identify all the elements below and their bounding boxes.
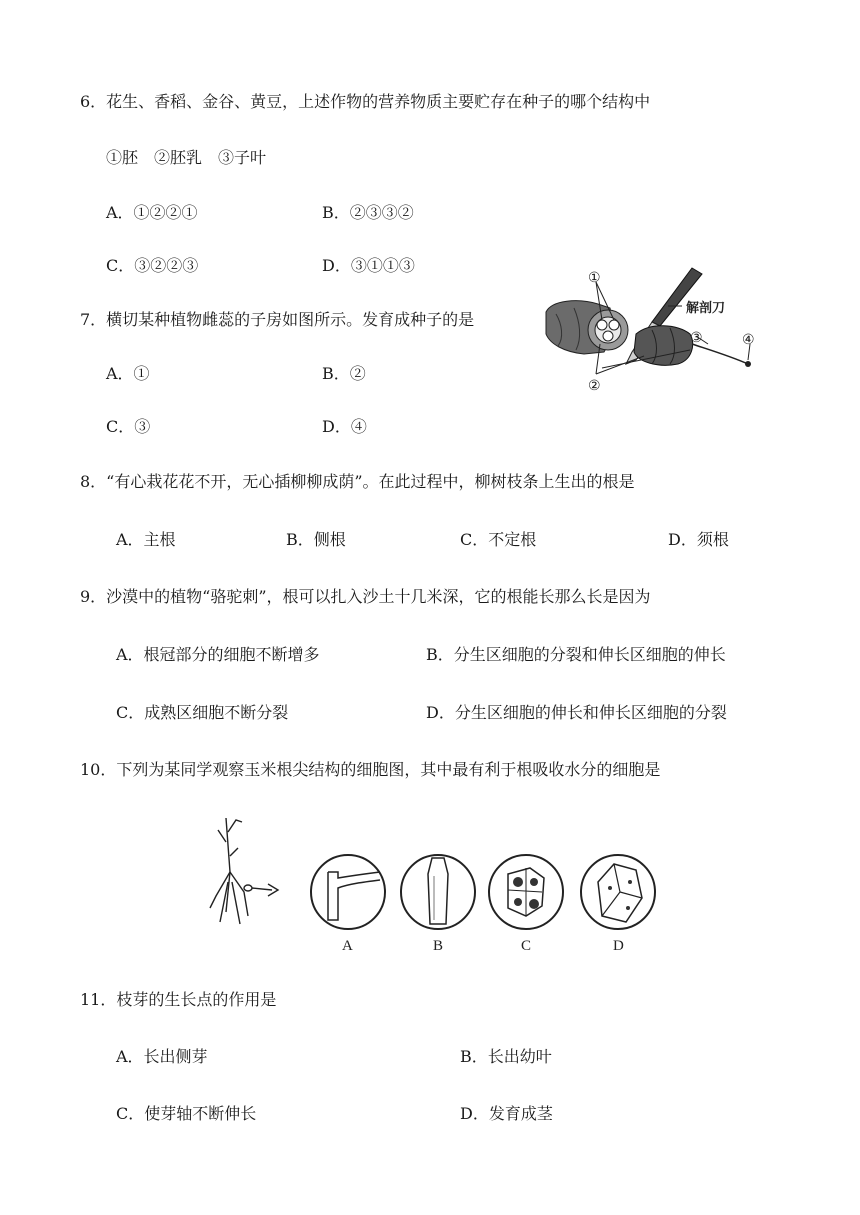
question-7-option-d[interactable]: D．④: [322, 417, 367, 436]
question-8-option-a[interactable]: A．主根: [116, 530, 176, 549]
figure-label-2: ②: [588, 379, 601, 394]
question-8-option-d[interactable]: D．须根: [668, 530, 729, 549]
question-11-stem: 11．枝芽的生长点的作用是: [80, 990, 277, 1009]
question-8-option-c[interactable]: C．不定根: [460, 530, 537, 549]
question-10-stem: 10．下列为某同学观察玉米根尖结构的细胞图，其中最有利于根吸收水分的细胞是: [80, 760, 661, 779]
cell-label-c: C: [521, 938, 532, 954]
question-9-option-d[interactable]: D．分生区细胞的伸长和伸长区细胞的分裂: [426, 703, 727, 722]
cell-label-a: A: [342, 938, 353, 954]
question-6-stem: 6．花生、香稻、金谷、黄豆，上述作物的营养物质主要贮存在种子的哪个结构中: [80, 92, 651, 111]
question-9-option-c[interactable]: C．成熟区细胞不断分裂: [116, 703, 289, 722]
cell-d-icon: [581, 855, 655, 929]
question-6-option-d[interactable]: D．③①①③: [322, 256, 415, 275]
question-11-option-c[interactable]: C．使芽轴不断伸长: [116, 1104, 257, 1123]
question-8-option-b[interactable]: B．侧根: [286, 530, 346, 549]
question-9-option-b[interactable]: B．分生区细胞的分裂和伸长区细胞的伸长: [426, 645, 726, 664]
ovary-left-icon: [546, 301, 628, 354]
corn-root-icon: [210, 818, 278, 924]
question-11-option-d[interactable]: D．发育成茎: [460, 1104, 553, 1123]
question-9-option-a[interactable]: A．根冠部分的细胞不断增多: [116, 645, 320, 664]
cell-a-icon: [311, 855, 385, 929]
question-7-option-c[interactable]: C．③: [106, 417, 151, 436]
cell-label-b: B: [433, 938, 444, 954]
question-6-option-a[interactable]: A．①②②①: [106, 203, 198, 222]
question-11-option-b[interactable]: B．长出幼叶: [460, 1047, 552, 1066]
question-7-option-a[interactable]: A．①: [106, 364, 150, 383]
question-9-stem: 9．沙漠中的植物“骆驼刺”，根可以扎入沙土十几米深，它的根能长那么长是因为: [80, 587, 651, 606]
question-6-option-c[interactable]: C．③②②③: [106, 256, 199, 275]
cell-c-icon: [489, 855, 563, 929]
figure-label-1: ①: [588, 271, 601, 286]
ovary-cross-section-figure: [540, 264, 770, 394]
figure-label-3: ③: [690, 331, 703, 346]
question-7-option-b[interactable]: B．②: [322, 364, 366, 383]
question-11-option-a[interactable]: A．长出侧芽: [116, 1047, 208, 1066]
cell-b-icon: [401, 855, 475, 929]
question-6-note: ①胚 ②胚乳 ③子叶: [106, 148, 267, 167]
question-8-stem: 8．“有心栽花花不开，无心插柳柳成荫”。在此过程中，柳树枝条上生出的根是: [80, 472, 635, 491]
root-tip-cells-figure: [196, 812, 666, 962]
cell-label-d: D: [613, 938, 624, 954]
figure-label-4: ④: [742, 333, 755, 348]
question-7-stem: 7．横切某种植物雌蕊的子房如图所示。发育成种子的是: [80, 310, 475, 329]
figure-knife-label: 解剖刀: [686, 301, 726, 316]
question-6-option-b[interactable]: B．②③③②: [322, 203, 414, 222]
